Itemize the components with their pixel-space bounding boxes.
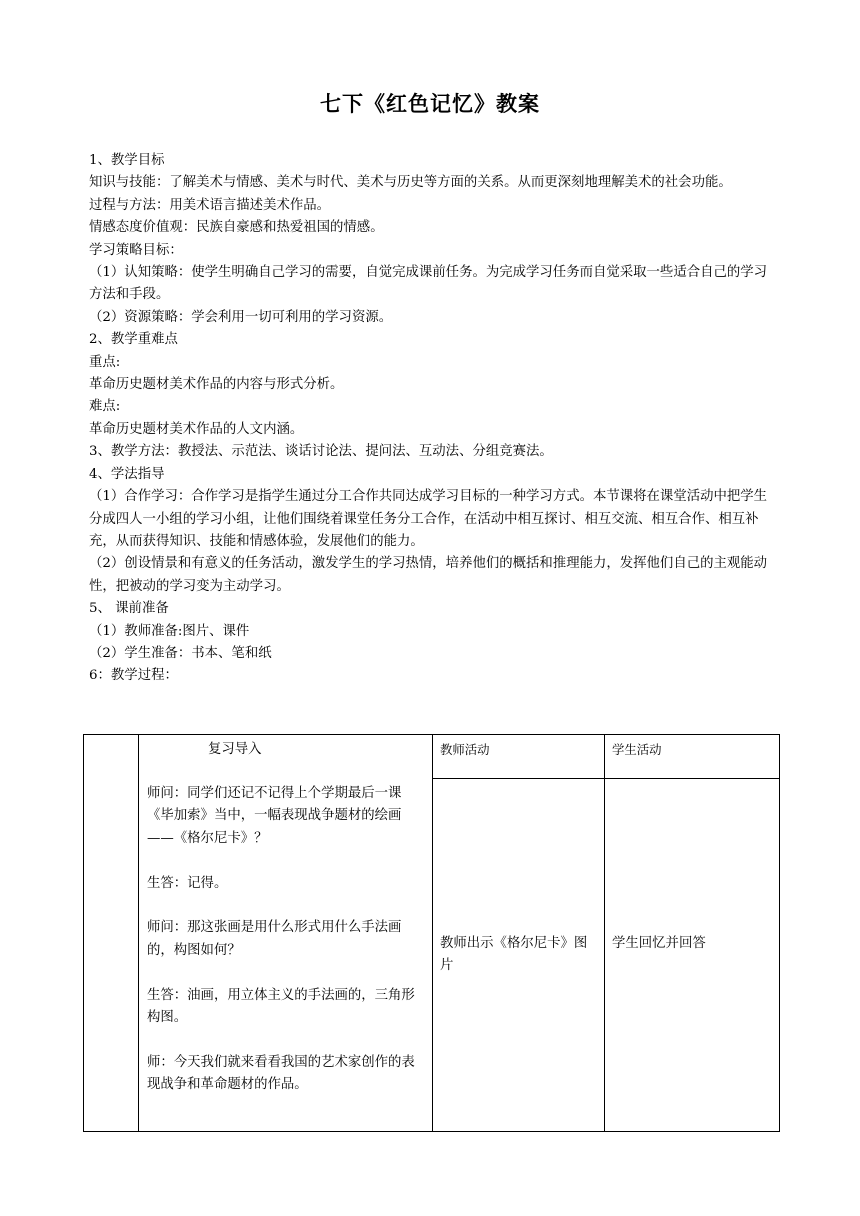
stage-cell — [84, 735, 139, 1132]
paragraph-difficult-point: 革命历史题材美术作品的人文内涵。 — [89, 421, 304, 437]
paragraph-knowledge-skills: 知识与技能：了解美术与情感、美术与时代、美术与历史等方面的关系。从而更深刻地理解美术的社会功能。 — [89, 175, 732, 191]
paragraph-emotion-values: 情感态度价值观：民族自豪感和热爱祖国的情感。 — [89, 220, 384, 236]
dialog-line: 生答：记得。 — [147, 875, 228, 891]
paragraph-resource-strategy: （2）资源策略：学会利用一切可利用的学习资源。 — [89, 309, 393, 325]
label-difficult-point: 难点: — [89, 399, 121, 415]
paragraph-student-prep: （2）学生准备：书本、笔和纸 — [89, 645, 272, 661]
paragraph-teaching-methods: 3、教学方法：教授法、示范法、谈话讨论法、提问法、互动法、分组竞赛法。 — [89, 444, 553, 460]
teaching-process-table — [83, 734, 780, 1132]
heading-key-difficult: 2、教学重难点 — [89, 332, 178, 348]
paragraph-cognitive-strategy: （1）认知策略：使学生明确自己学习的需要，自觉完成课前任务。为完成学习任务而自觉采取一些适合自己的学习方法和手段。 — [89, 265, 768, 303]
heading-teaching-process: 6：教学过程： — [89, 668, 178, 684]
heading-learning-guidance: 4、学法指导 — [89, 466, 165, 482]
student-activity-cell: 学生回忆并回答 — [605, 779, 780, 1132]
document-body — [89, 150, 779, 688]
dialog-line: 师问：那这张画是用什么形式用什么手法画的，构图如何？ — [147, 920, 402, 958]
lesson-content-cell — [139, 735, 433, 1132]
paragraph-cooperative-learning: （1）合作学习：合作学习是指学生通过分工合作共同达成学习目标的一种学习方式。本节课将在课堂活动中把学生分成四人一小组的学习小组，让他们围绕着课堂任务分工合作，在活动中相互探讨、相互交流、相互合作、相互补充，从而获得知识、技能和情感体验，发展他们的能力。 — [89, 489, 768, 549]
document-title: 七下《红色记忆》教案 — [320, 91, 540, 116]
paragraph-strategy-goals: 学习策略目标： — [89, 242, 183, 258]
heading-teaching-goals: 1、教学目标 — [89, 153, 165, 168]
table-row — [84, 735, 780, 779]
header-teacher-activity: 教师活动 — [433, 735, 605, 779]
section-title-review: 复习导入 — [208, 742, 262, 757]
dialog-line: 生答：油画，用立体主义的手法画的，三角形构图。 — [147, 987, 415, 1026]
header-student-activity: 学生活动 — [605, 735, 780, 779]
paragraph-situational-tasks: （2）创设情景和有意义的任务活动，激发学生的学习热情，培养他们的概括和推理能力，发挥他们自己的主观能动性，把被动的学习变为主动学习。 — [89, 556, 768, 594]
label-key-point: 重点: — [89, 354, 121, 370]
dialog-line: 师：今天我们就来看看我国的艺术家创作的表现战争和革命题材的作品。 — [147, 1054, 415, 1093]
paragraph-process-methods: 过程与方法：用美术语言描述美术作品。 — [89, 197, 331, 213]
paragraph-key-point: 革命历史题材美术作品的内容与形式分析。 — [89, 377, 344, 393]
teacher-activity-cell: 教师出示《格尔尼卡》图片 — [433, 779, 605, 1132]
paragraph-teacher-prep: （1）教师准备:图片、课件 — [89, 623, 250, 639]
dialog-list — [147, 783, 424, 1097]
dialog-line: 师问：同学们还记不记得上个学期最后一课《毕加索》当中，一幅表现战争题材的绘画——《格尔尼卡》？ — [147, 786, 402, 846]
heading-preparation: 5、 课前准备 — [89, 601, 169, 617]
